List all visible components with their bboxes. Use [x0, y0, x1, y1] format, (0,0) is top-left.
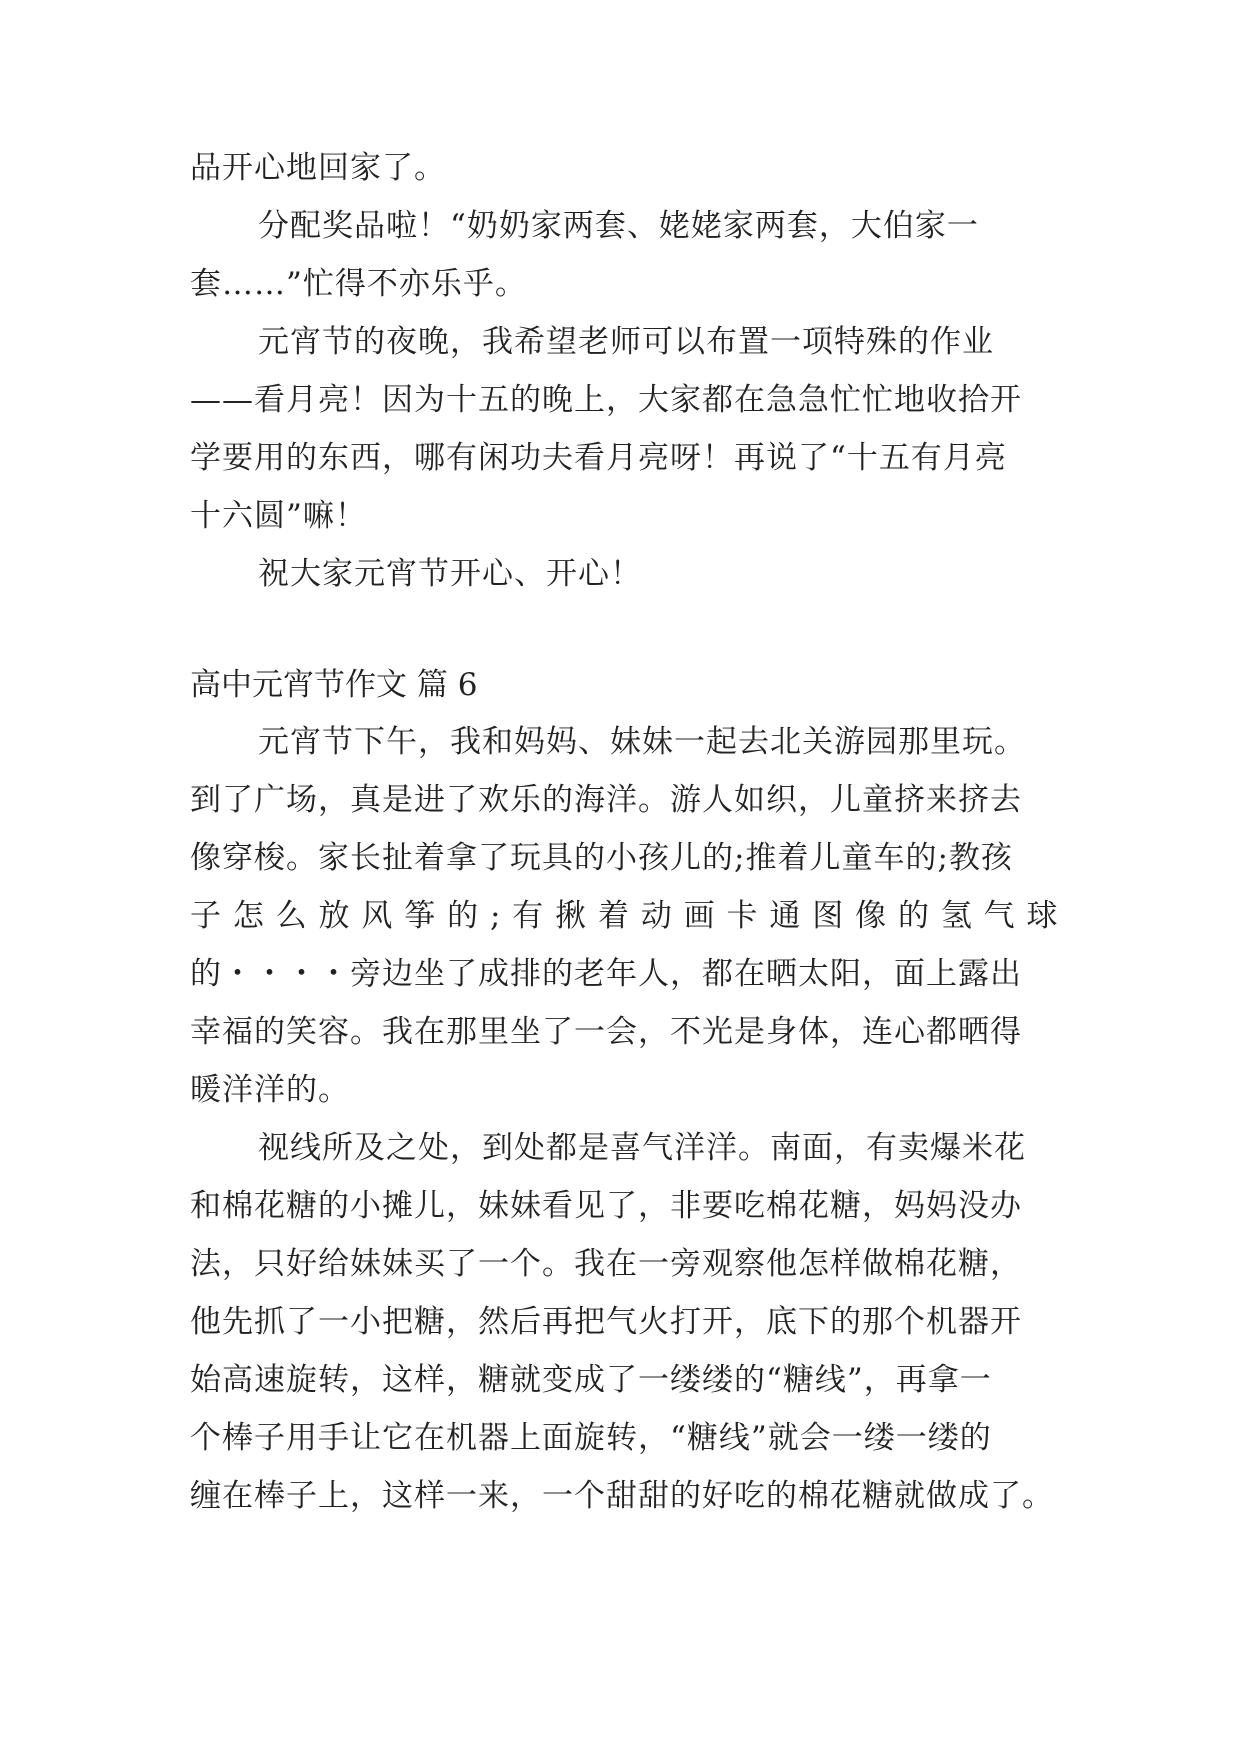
- text-line: 暖洋洋的。: [190, 1072, 350, 1108]
- text-line: 十六圆”嘛！: [190, 498, 367, 534]
- text-line: 缠在棒子上，这样一来，一个甜甜的好吃的棉花糖就做成了。: [190, 1478, 1054, 1514]
- text-line: 始高速旋转，这样，糖就变成了一缕缕的“糖线”，再拿一: [190, 1362, 992, 1398]
- text-line: 到了广场，真是进了欢乐的海洋。游人如织，儿童挤来挤去: [190, 782, 1022, 818]
- text-line: 品开心地回家了。: [190, 150, 446, 186]
- text-line: 祝大家元宵节开心、开心！: [258, 556, 642, 592]
- section-heading: 高中元宵节作文 篇 6: [190, 667, 478, 703]
- text-line: 像穿梭。家长扯着拿了玩具的小孩儿的;推着儿童车的;教孩: [190, 840, 1013, 876]
- text-line: 和棉花糖的小摊儿，妹妹看见了，非要吃棉花糖，妈妈没办: [190, 1188, 1022, 1224]
- text-line: 元宵节下午，我和妈妈、妹妹一起去北关游园那里玩。: [258, 724, 1026, 760]
- text-line: 法，只好给妹妹买了一个。我在一旁观察他怎样做棉花糖，: [190, 1246, 1022, 1282]
- text-line: 元宵节的夜晚，我希望老师可以布置一项特殊的作业: [258, 324, 994, 360]
- text-line: 他先抓了一小把糖，然后再把气火打开，底下的那个机器开: [190, 1304, 1022, 1340]
- text-line: 子 怎 么 放 风 筝 的 ; 有 揪 着 动 画 卡 通 图 像 的 氢 气 球: [190, 898, 1059, 934]
- text-line: ——看月亮！因为十五的晚上，大家都在急急忙忙地收拾开: [190, 382, 1022, 418]
- text-line: 幸福的笑容。我在那里坐了一会，不光是身体，连心都晒得: [190, 1014, 1022, 1050]
- text-line: 学要用的东西，哪有闲功夫看月亮呀！再说了“十五有月亮: [190, 440, 1007, 476]
- text-line: 分配奖品啦！“奶奶家两套、姥姥家两套，大伯家一: [258, 208, 979, 244]
- text-line: 个棒子用手让它在机器上面旋转，“糖线”就会一缕一缕的: [190, 1420, 992, 1456]
- text-line: 的・・・・旁边坐了成排的老年人，都在晒太阳，面上露出: [190, 956, 1022, 992]
- text-line: 视线所及之处，到处都是喜气洋洋。南面，有卖爆米花: [258, 1130, 1026, 1166]
- text-line: 套……”忙得不亦乐乎。: [190, 266, 527, 302]
